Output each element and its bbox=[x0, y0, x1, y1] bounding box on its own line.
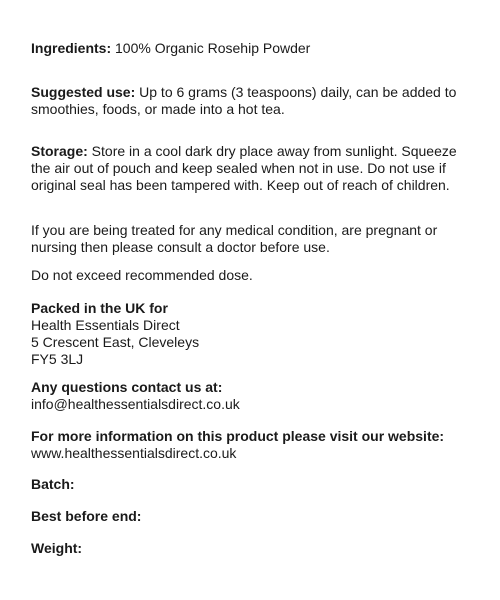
more-info-section bbox=[31, 428, 471, 462]
packed-heading: Packed in the UK for bbox=[31, 300, 168, 316]
storage-text: Store in a cool dark dry place away from sunlight. Squeeze the air out of pouch and keep sealed when not in use. Do not use if original seal has been tampered with. Keep out of reach of children. bbox=[31, 143, 457, 193]
packed-company: Health Essentials Direct bbox=[31, 317, 180, 333]
questions-section bbox=[31, 379, 471, 413]
medical-notice: If you are being treated for any medical condition, are pregnant or nursing then please consult a doctor before use. bbox=[31, 222, 438, 255]
ingredients-text: 100% Organic Rosehip Powder bbox=[111, 40, 311, 56]
storage-heading: Storage: bbox=[31, 143, 88, 159]
more-info-heading: For more information on this product please visit our website: bbox=[31, 428, 445, 444]
contact-email: info@healthessentialsdirect.co.uk bbox=[31, 396, 240, 412]
packed-postcode: FY5 3LJ bbox=[31, 351, 84, 367]
best-before-label: Best before end: bbox=[31, 508, 142, 524]
packed-section bbox=[31, 300, 471, 368]
packed-street: 5 Crescent East, Cleveleys bbox=[31, 334, 200, 350]
batch-label: Batch: bbox=[31, 476, 75, 492]
ingredients-heading: Ingredients: bbox=[31, 40, 112, 56]
ingredients-paragraph bbox=[31, 40, 471, 57]
suggested-use-text: Up to 6 grams (3 teaspoons) daily, can be added to smoothies, foods, or made into a hot tea. bbox=[31, 84, 457, 117]
weight-label: Weight: bbox=[31, 540, 83, 556]
storage-paragraph bbox=[31, 143, 471, 194]
suggested-use-paragraph bbox=[31, 84, 471, 118]
dose-warning: Do not exceed recommended dose. bbox=[31, 267, 253, 283]
suggested-use-heading: Suggested use: bbox=[31, 84, 136, 100]
questions-heading: Any questions contact us at: bbox=[31, 379, 223, 395]
website-url: www.healthessentialsdirect.co.uk bbox=[31, 445, 237, 461]
